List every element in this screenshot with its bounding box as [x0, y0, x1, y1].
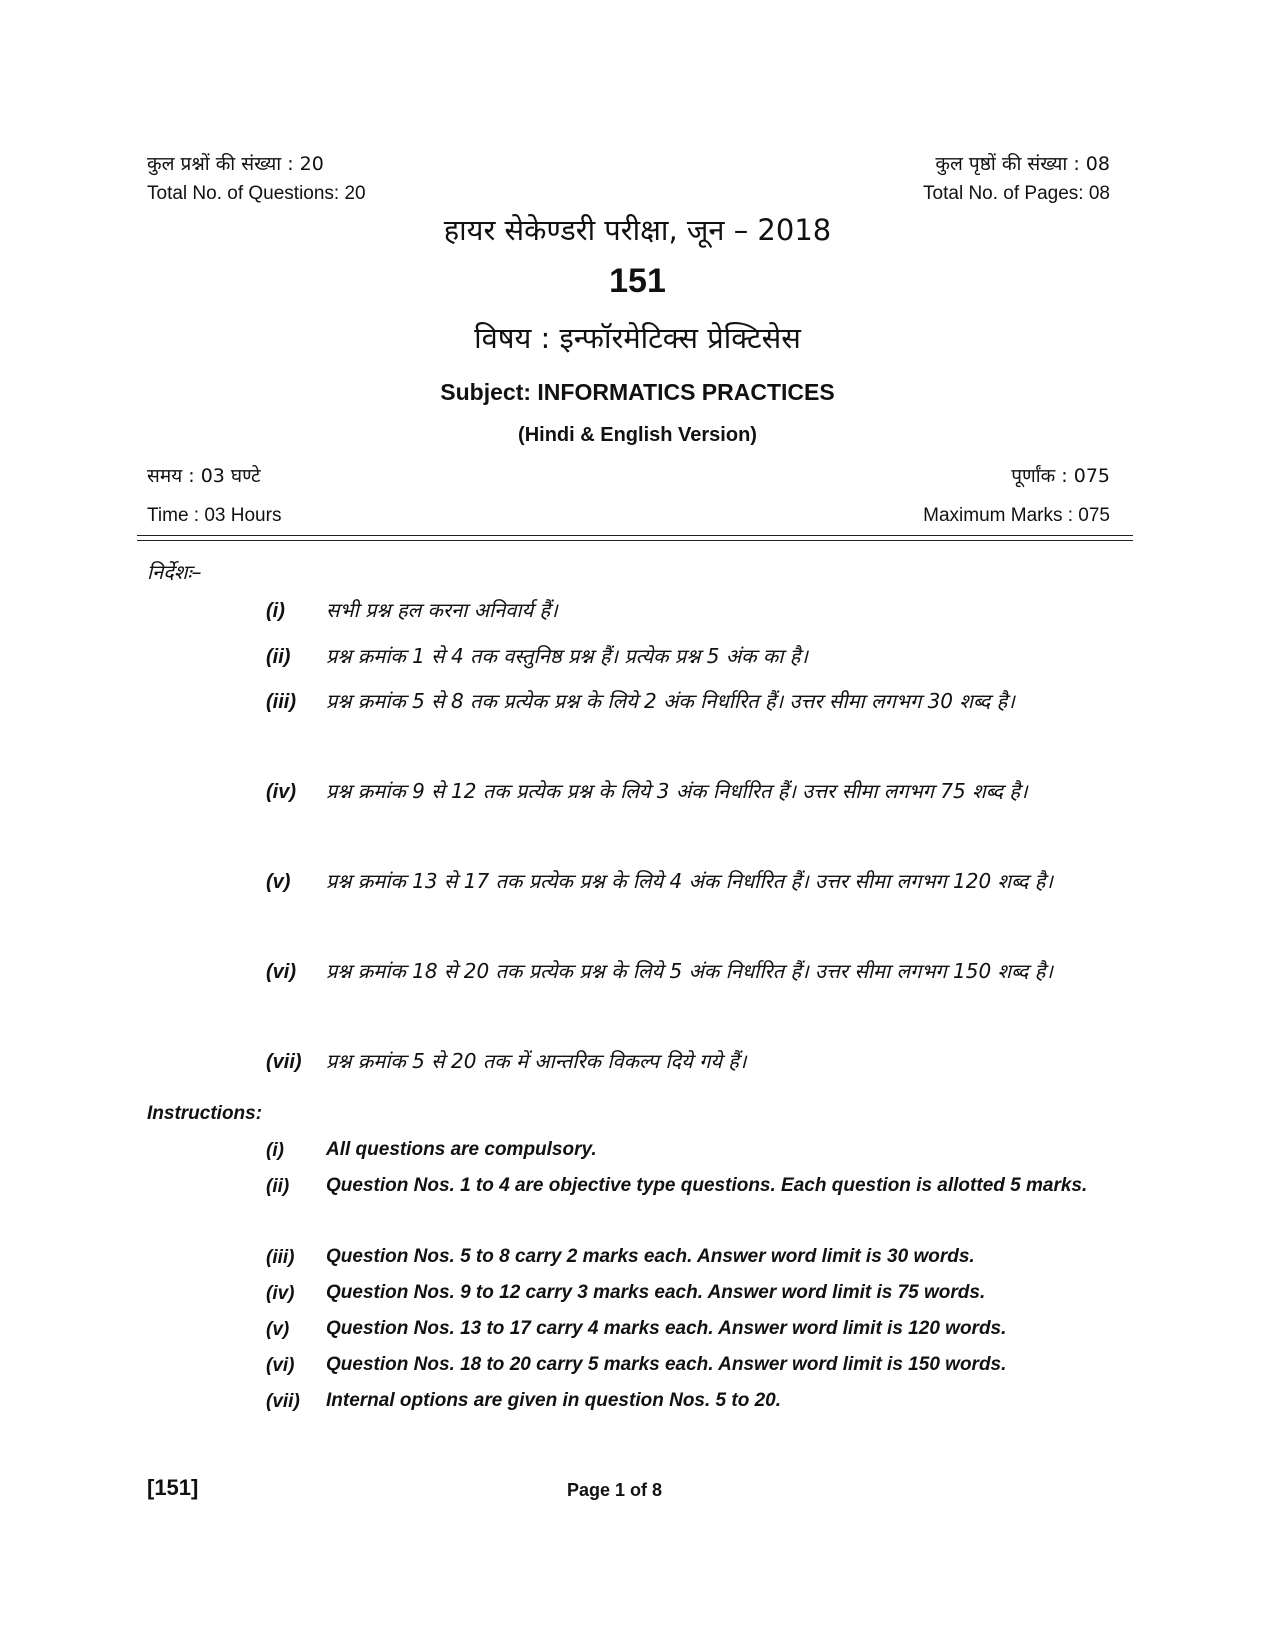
hi-instruction-num: (vi) [266, 961, 296, 983]
en-total-questions: Total No. of Questions: 20 [147, 183, 366, 204]
hi-instruction-text: प्रश्न क्रमांक 18 से 20 तक प्रत्येक प्रश्न के लिये 5 अंक निर्धारित हैं। उत्तर सीमा लगभग 150 शब्द है। [326, 959, 1053, 983]
en-instruction-text: Internal options are given in question Nos. 5 to 20. [326, 1390, 782, 1411]
hi-total-questions: कुल प्रश्नों की संख्या : 20 [147, 153, 324, 175]
en-max-marks: Maximum Marks : 075 [923, 505, 1110, 526]
en-total-pages: Total No. of Pages: 08 [923, 183, 1110, 204]
en-instruction-text: All questions are compulsory. [326, 1139, 597, 1160]
en-instruction-text: Question Nos. 9 to 12 carry 3 marks each. Answer word limit is 75 words. [326, 1282, 986, 1303]
hi-instruction-text: प्रश्न क्रमांक 13 से 17 तक प्रत्येक प्रश्न के लिये 4 अंक निर्धारित हैं। उत्तर सीमा लगभग 120 शब्द है। [326, 869, 1053, 893]
hi-instruction-num: (iv) [266, 781, 296, 803]
hi-instruction-num: (ii) [266, 646, 291, 668]
version-note [0, 424, 1275, 447]
footer-paper-code: [151] [147, 1475, 199, 1500]
divider-rule-bottom [137, 540, 1133, 541]
en-instruction-num: (vii) [266, 1391, 300, 1412]
en-instructions-heading: Instructions: [147, 1103, 263, 1124]
hi-subject: विषय : इन्फॉरमेटिक्स प्रेक्टिसेस [474, 321, 801, 355]
en-instruction-text: Question Nos. 13 to 17 carry 4 marks each. Answer word limit is 120 words. [326, 1318, 1007, 1339]
hi-instruction-text: प्रश्न क्रमांक 5 से 20 तक में आन्तरिक विकल्प दिये गये हैं। [326, 1049, 747, 1073]
en-subject: Subject: INFORMATICS PRACTICES [440, 379, 835, 405]
en-instruction-text: Question Nos. 5 to 8 carry 2 marks each. Answer word limit is 30 words. [326, 1246, 975, 1267]
en-time: Time : 03 Hours [147, 505, 282, 526]
en-instruction-num: (i) [266, 1140, 284, 1161]
hi-exam-title: हायर सेकेण्डरी परीक्षा, जून – 2018 [443, 213, 832, 247]
hi-instruction-text: प्रश्न क्रमांक 5 से 8 तक प्रत्येक प्रश्न के लिये 2 अंक निर्धारित हैं। उत्तर सीमा लगभग 30 शब्द है। [326, 689, 1015, 713]
en-instruction-num: (iii) [266, 1247, 295, 1268]
hi-total-pages: कुल पृष्ठों की संख्या : 08 [935, 153, 1110, 175]
hi-instruction-num: (v) [266, 871, 291, 893]
page-number: Page 1 of 8 [567, 1480, 663, 1500]
hi-instruction-num: (i) [266, 600, 285, 622]
hi-instruction-num: (iii) [266, 691, 296, 713]
paper-code: 151 [609, 262, 666, 300]
hi-instruction-num: (vii) [266, 1051, 302, 1073]
hi-instructions-heading: निर्देशः– [147, 560, 202, 584]
en-instruction-num: (iv) [266, 1283, 295, 1304]
hi-time: समय : 03 घण्टे [147, 465, 261, 487]
hi-instruction-text: प्रश्न क्रमांक 1 से 4 तक वस्तुनिष्ठ प्रश्न हैं। प्रत्येक प्रश्न 5 अंक का है। [326, 644, 808, 668]
version-text: (Hindi & English Version) [518, 424, 757, 446]
en-instruction-text: Question Nos. 1 to 4 are objective type questions. Each question is allotted 5 marks. [326, 1175, 1088, 1196]
en-instruction-num: (vi) [266, 1355, 295, 1376]
en-instruction-num: (ii) [266, 1176, 290, 1197]
hi-instruction-text: प्रश्न क्रमांक 9 से 12 तक प्रत्येक प्रश्न के लिये 3 अंक निर्धारित हैं। उत्तर सीमा लगभग 75 शब्द है। [326, 779, 1028, 803]
en-instruction-num: (v) [266, 1319, 290, 1340]
hi-max-marks: पूर्णांक : 075 [1011, 465, 1110, 487]
en-instruction-text: Question Nos. 18 to 20 carry 5 marks each. Answer word limit is 150 words. [326, 1354, 1007, 1375]
divider-rule-top [137, 535, 1133, 536]
hi-instruction-text: सभी प्रश्न हल करना अनिवार्य हैं। [326, 598, 558, 622]
